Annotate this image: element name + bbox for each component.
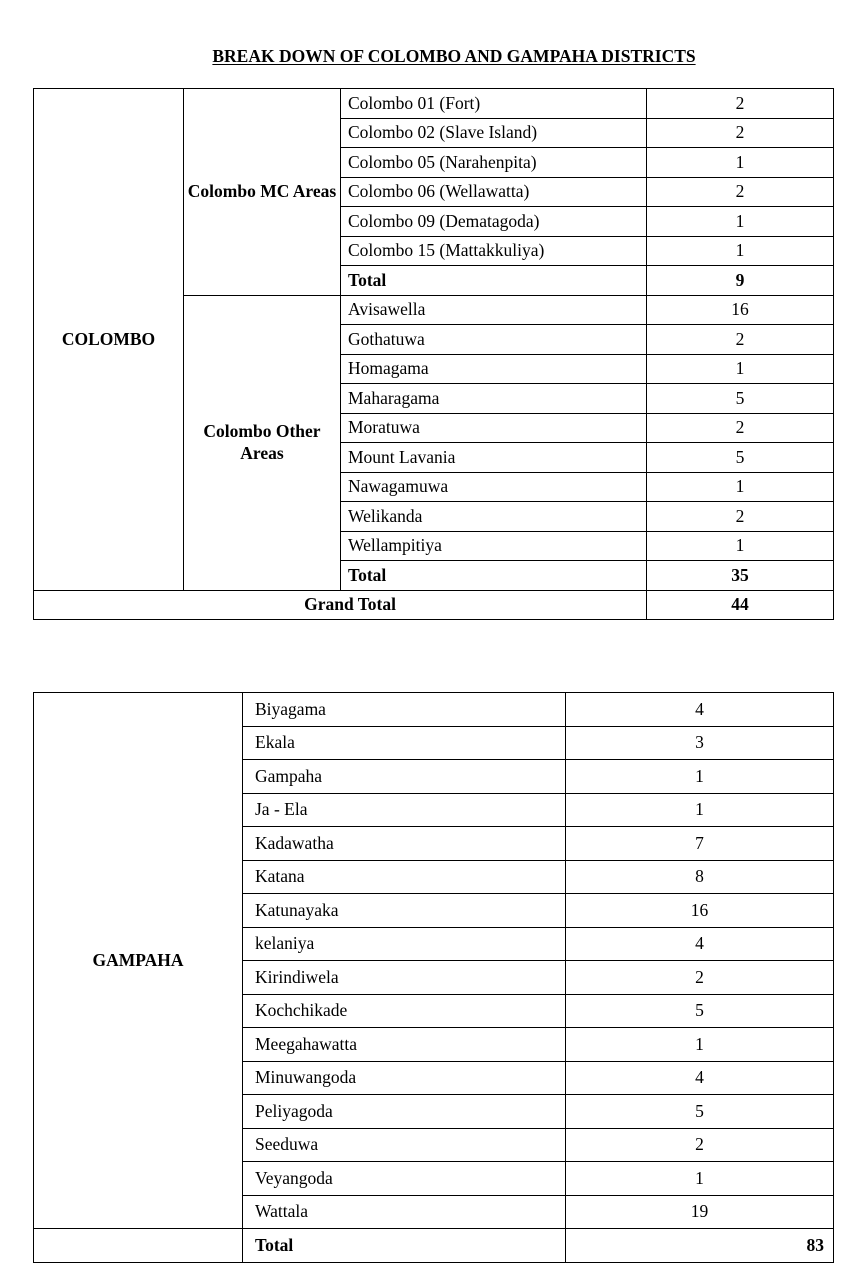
count-cell: 1 xyxy=(566,1028,834,1062)
area-cell: Colombo 15 (Mattakkuliya) xyxy=(341,236,647,266)
area-cell: Wellampitiya xyxy=(341,531,647,561)
count-cell: 2 xyxy=(566,1128,834,1162)
area-cell: Ekala xyxy=(243,726,566,760)
count-cell: 5 xyxy=(647,384,834,414)
count-cell: 7 xyxy=(566,827,834,861)
area-cell: Seeduwa xyxy=(243,1128,566,1162)
area-cell: Colombo 01 (Fort) xyxy=(341,89,647,119)
count-cell: 1 xyxy=(647,207,834,237)
area-cell: Ja - Ela xyxy=(243,793,566,827)
count-cell: 5 xyxy=(566,994,834,1028)
area-cell: Nawagamuwa xyxy=(341,472,647,502)
area-cell: Colombo 09 (Dematagoda) xyxy=(341,207,647,237)
area-cell: Mount Lavania xyxy=(341,443,647,473)
area-cell: Katana xyxy=(243,860,566,894)
area-cell: Colombo 06 (Wellawatta) xyxy=(341,177,647,207)
count-cell: 1 xyxy=(647,148,834,178)
area-cell: Homagama xyxy=(341,354,647,384)
count-cell: 2 xyxy=(647,89,834,119)
count-cell: 19 xyxy=(566,1195,834,1229)
count-cell: 5 xyxy=(647,443,834,473)
count-cell: 1 xyxy=(647,472,834,502)
count-cell: 4 xyxy=(566,1061,834,1095)
count-cell: 1 xyxy=(566,760,834,794)
count-cell: 4 xyxy=(566,693,834,727)
count-cell: 2 xyxy=(647,502,834,532)
table-row-grand-total xyxy=(34,590,834,620)
count-cell: 2 xyxy=(647,413,834,443)
area-cell: Veyangoda xyxy=(243,1162,566,1196)
area-cell: kelaniya xyxy=(243,927,566,961)
empty-cell xyxy=(34,1229,243,1263)
area-cell: Welikanda xyxy=(341,502,647,532)
area-cell: Colombo 05 (Narahenpita) xyxy=(341,148,647,178)
area-cell: Minuwangoda xyxy=(243,1061,566,1095)
area-cell: Meegahawatta xyxy=(243,1028,566,1062)
count-cell: 1 xyxy=(566,1162,834,1196)
count-cell: 4 xyxy=(566,927,834,961)
district-cell: COLOMBO xyxy=(34,89,184,591)
total-label: Total xyxy=(341,266,647,296)
total-value: 9 xyxy=(647,266,834,296)
count-cell: 2 xyxy=(566,961,834,995)
count-cell: 16 xyxy=(647,295,834,325)
group-cell-mc-areas xyxy=(184,89,341,296)
area-cell: Colombo 02 (Slave Island) xyxy=(341,118,647,148)
grand-total-value: 44 xyxy=(647,590,834,620)
count-cell: 16 xyxy=(566,894,834,928)
page-title: BREAK DOWN OF COLOMBO AND GAMPAHA DISTRICTS xyxy=(212,46,696,66)
area-cell: Katunayaka xyxy=(243,894,566,928)
count-cell: 5 xyxy=(566,1095,834,1129)
area-cell: Kochchikade xyxy=(243,994,566,1028)
area-cell: Wattala xyxy=(243,1195,566,1229)
area-cell: Moratuwa xyxy=(341,413,647,443)
area-cell: Avisawella xyxy=(341,295,647,325)
total-value: 35 xyxy=(647,561,834,591)
grand-total-label: Grand Total xyxy=(34,590,647,620)
district-cell: GAMPAHA xyxy=(34,693,243,1229)
group-label: Colombo Other Areas xyxy=(203,420,321,463)
count-cell: 1 xyxy=(647,354,834,384)
area-cell: Gothatuwa xyxy=(341,325,647,355)
area-cell: Kirindiwela xyxy=(243,961,566,995)
group-cell-other-areas xyxy=(184,295,341,590)
colombo-breakdown-table xyxy=(33,88,834,620)
count-cell: 2 xyxy=(647,118,834,148)
count-cell: 2 xyxy=(647,325,834,355)
table-row-total xyxy=(34,1229,834,1263)
table-row xyxy=(34,693,834,727)
area-cell: Biyagama xyxy=(243,693,566,727)
count-cell: 8 xyxy=(566,860,834,894)
count-cell: 3 xyxy=(566,726,834,760)
gampaha-breakdown-table xyxy=(33,692,834,1263)
area-cell: Peliyagoda xyxy=(243,1095,566,1129)
total-value: 83 xyxy=(566,1229,834,1263)
total-label: Total xyxy=(243,1229,566,1263)
area-cell: Gampaha xyxy=(243,760,566,794)
count-cell: 1 xyxy=(647,531,834,561)
area-cell: Kadawatha xyxy=(243,827,566,861)
count-cell: 2 xyxy=(647,177,834,207)
group-label: Colombo MC Areas xyxy=(187,180,337,201)
count-cell: 1 xyxy=(566,793,834,827)
count-cell: 1 xyxy=(647,236,834,266)
area-cell: Maharagama xyxy=(341,384,647,414)
total-label: Total xyxy=(341,561,647,591)
table-row xyxy=(34,89,834,119)
